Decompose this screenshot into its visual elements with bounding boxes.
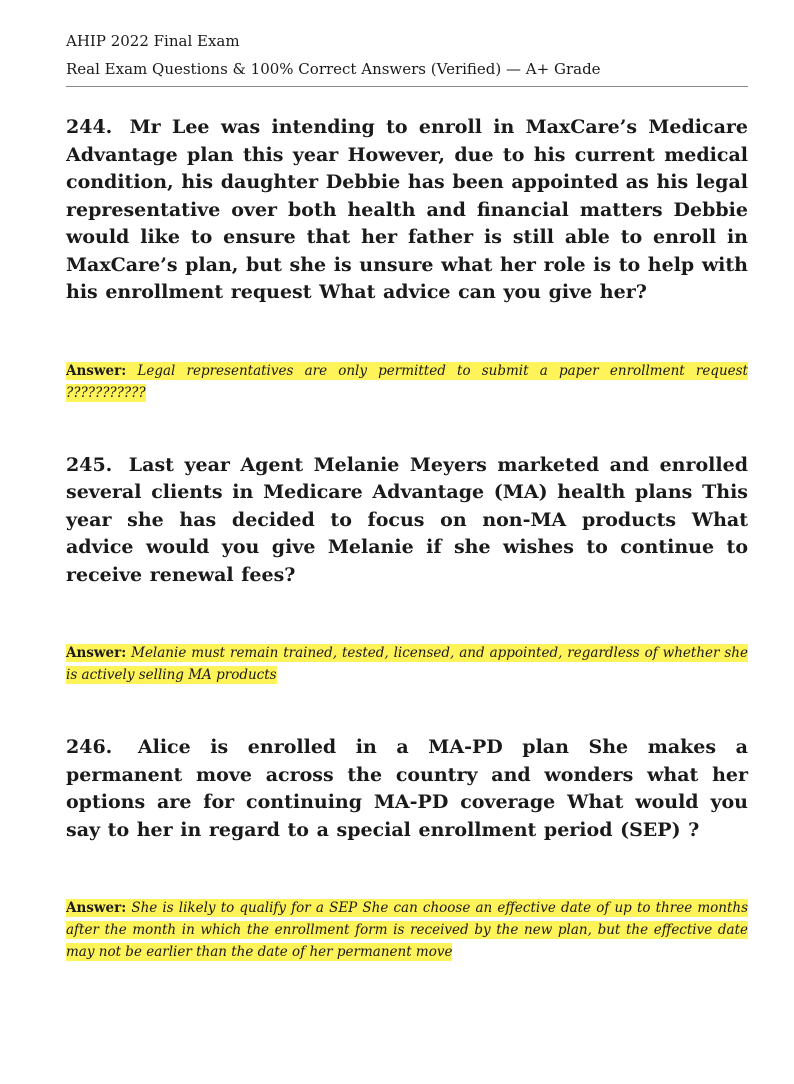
answer-highlight [66,362,748,402]
answer-text: Legal representatives are only permitted to submit a paper enrollment request ??????????? [66,362,748,401]
answer-label: Answer: [66,362,127,379]
question-text: Last year Agent Melanie Meyers marketed and enrolled several clients in Medicare Advantage (MA) health plans This year she has decided to focus on non-MA products What advice would you give Melanie if she wishes to continue to receive renewal fees? [66,453,748,586]
answer-244 [66,360,748,404]
header-title: AHIP 2022 Final Exam [66,32,240,50]
answer-text: Melanie must remain trained, tested, licensed, and appointed, regardless of whether she is actively selling MA products [66,645,748,683]
question-246 [66,734,748,844]
question-number: 245. [66,453,113,476]
answer-highlight [66,644,748,684]
question-245 [66,452,748,590]
answer-245 [66,642,748,686]
question-text: Mr Lee was intending to enroll in MaxCare’s Medicare Advantage plan this year However, due to his current medical condition, his daughter Debbie has been appointed as his legal representative over both health and financial matters Debbie would like to ensure that her father is still able to enroll in MaxCare’s plan, but she is unsure what her role is to help with his enrollment request What advice can you give her? [66,116,748,303]
document-page [66,30,748,963]
answer-text: She is likely to qualify for a SEP She can choose an effective date of up to three months after the month in which the enrollment form is received by the new plan, but the effective date may not be earlier than the date of her permanent move [66,900,748,960]
header-subtitle: Real Exam Questions & 100% Correct Answers (Verified) — A+ Grade [66,60,601,78]
answer-highlight [66,899,748,961]
question-text: Alice is enrolled in a MA-PD plan She makes a permanent move across the country and wonders what her options are for continuing MA-PD coverage What would you say to her in regard to a special enrollment period (SEP) ? [66,736,748,841]
answer-label: Answer: [66,900,127,916]
page-header [66,30,748,87]
answer-label: Answer: [66,645,127,661]
question-number: 244. [66,116,113,138]
question-number: 246. [66,736,113,758]
header-divider [66,86,748,87]
question-244 [66,114,748,307]
answer-246 [66,897,748,963]
